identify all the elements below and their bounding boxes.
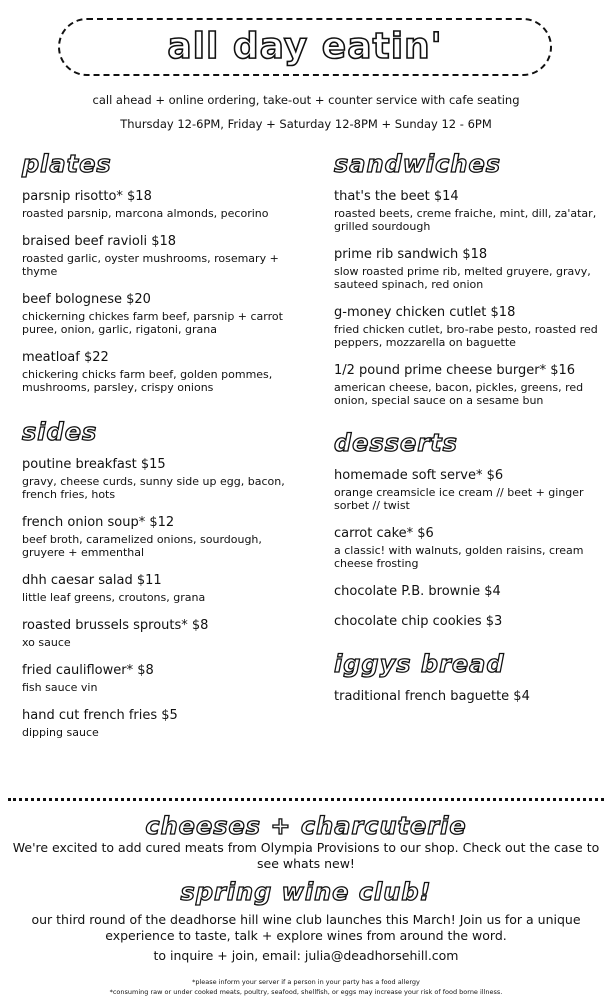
item-name: beef bolognese $20: [22, 292, 151, 307]
menu-item: [22, 456, 302, 501]
menu-item: [22, 572, 302, 604]
item-name: roasted brussels sprouts* $8: [22, 618, 209, 633]
bread-heading: iggys bread: [334, 650, 505, 678]
item-name: that's the beet $14: [334, 189, 459, 204]
cheeses-text: We're excited to add cured meats from Olympia Provisions to our shop. Check out the case to see whats new!: [12, 840, 600, 871]
menu-item: [334, 362, 604, 407]
menu-item: [334, 583, 604, 600]
menu-item: [22, 349, 302, 394]
menu-item: [334, 304, 604, 349]
item-desc: beef broth, caramelized onions, sourdough, gruyere + emmenthal: [22, 533, 262, 559]
sides-heading: sides: [22, 418, 98, 446]
menu-item: [334, 525, 604, 570]
item-desc: fried chicken cutlet, bro-rabe pesto, roasted red peppers, mozzarella on baguette: [334, 323, 598, 349]
item-name: poutine breakfast $15: [22, 457, 166, 472]
menu-item: [334, 246, 604, 291]
menu-item: [334, 688, 604, 705]
item-name: chocolate chip cookies $3: [334, 614, 503, 629]
item-desc: orange creamsicle ice cream // beet + ginger sorbet // twist: [334, 486, 584, 512]
item-name: carrot cake* $6: [334, 526, 434, 541]
allergy-note: *please inform your server if a person in your party has a food allergy: [192, 978, 420, 986]
menu-item: [334, 613, 604, 630]
ordering-info: call ahead + online ordering, take-out + counter service with cafe seating: [92, 93, 520, 107]
hours-info: Thursday 12-6PM, Friday + Saturday 12-8PM + Sunday 12 - 6PM: [120, 117, 492, 131]
item-desc: gravy, cheese curds, sunny side up egg, bacon, french fries, hots: [22, 475, 285, 501]
item-name: traditional french baguette $4: [334, 689, 530, 704]
menu-item: [22, 617, 302, 649]
plates-heading: plates: [22, 150, 112, 178]
item-name: meatloaf $22: [22, 350, 109, 365]
item-name: fried cauliflower* $8: [22, 663, 154, 678]
menu-item: [22, 188, 302, 220]
item-desc: xo sauce: [22, 636, 71, 649]
desserts-heading: desserts: [334, 429, 458, 457]
item-desc: chickerning chickes farm beef, parsnip + carrot puree, onion, garlic, rigatoni, grana: [22, 310, 283, 336]
menu-title: all day eatin': [167, 26, 443, 67]
item-name: french onion soup* $12: [22, 515, 175, 530]
item-name: homemade soft serve* $6: [334, 468, 504, 483]
item-name: chocolate P.B. brownie $4: [334, 584, 501, 599]
item-desc: little leaf greens, croutons, grana: [22, 591, 206, 604]
item-desc: roasted garlic, oyster mushrooms, rosemary + thyme: [22, 252, 279, 278]
menu-item: [334, 188, 604, 233]
item-desc: dipping sauce: [22, 726, 99, 739]
item-name: parsnip risotto* $18: [22, 189, 152, 204]
sandwiches-heading: sandwiches: [334, 150, 502, 178]
item-desc: fish sauce vin: [22, 681, 98, 694]
right-column: [334, 150, 604, 718]
item-desc: roasted parsnip, marcona almonds, pecorino: [22, 207, 269, 220]
wine-club-text: our third round of the deadhorse hill wine club launches this March! Join us for a unique experience to taste, talk + explore wines from around the word.: [31, 912, 581, 943]
item-desc: chickering chicks farm beef, golden pommes, mushrooms, parsley, crispy onions: [22, 368, 273, 394]
item-desc: roasted beets, creme fraiche, mint, dill, za'atar, grilled sourdough: [334, 207, 597, 233]
menu-item: [22, 662, 302, 694]
section-divider: [8, 798, 604, 801]
item-name: dhh caesar salad $11: [22, 573, 162, 588]
menu-item: [22, 291, 302, 336]
item-desc: slow roasted prime rib, melted gruyere, gravy, sauteed spinach, red onion: [334, 265, 591, 291]
raw-food-note: *consuming raw or under cooked meats, poultry, seafood, shellfish, or eggs may increase your risk of food borne illness.: [109, 988, 503, 996]
wine-club-heading: spring wine club!: [180, 878, 432, 906]
menu-item: [334, 467, 604, 512]
wine-club-email: to inquire + join, email: julia@deadhorsehill.com: [153, 948, 459, 963]
item-name: hand cut french fries $5: [22, 708, 178, 723]
header-banner: [58, 18, 552, 76]
cheeses-heading: cheeses + charcuterie: [145, 812, 467, 840]
item-desc: american cheese, bacon, pickles, greens, red onion, special sauce on a sesame bun: [334, 381, 584, 407]
menu-item: [22, 233, 302, 278]
item-name: 1/2 pound prime cheese burger* $16: [334, 363, 576, 378]
menu-item: [22, 514, 302, 559]
item-name: prime rib sandwich $18: [334, 247, 488, 262]
item-desc: a classic! with walnuts, golden raisins, cream cheese frosting: [334, 544, 584, 570]
item-name: braised beef ravioli $18: [22, 234, 177, 249]
left-column: [22, 150, 302, 752]
menu-item: [22, 707, 302, 739]
item-name: g-money chicken cutlet $18: [334, 305, 516, 320]
